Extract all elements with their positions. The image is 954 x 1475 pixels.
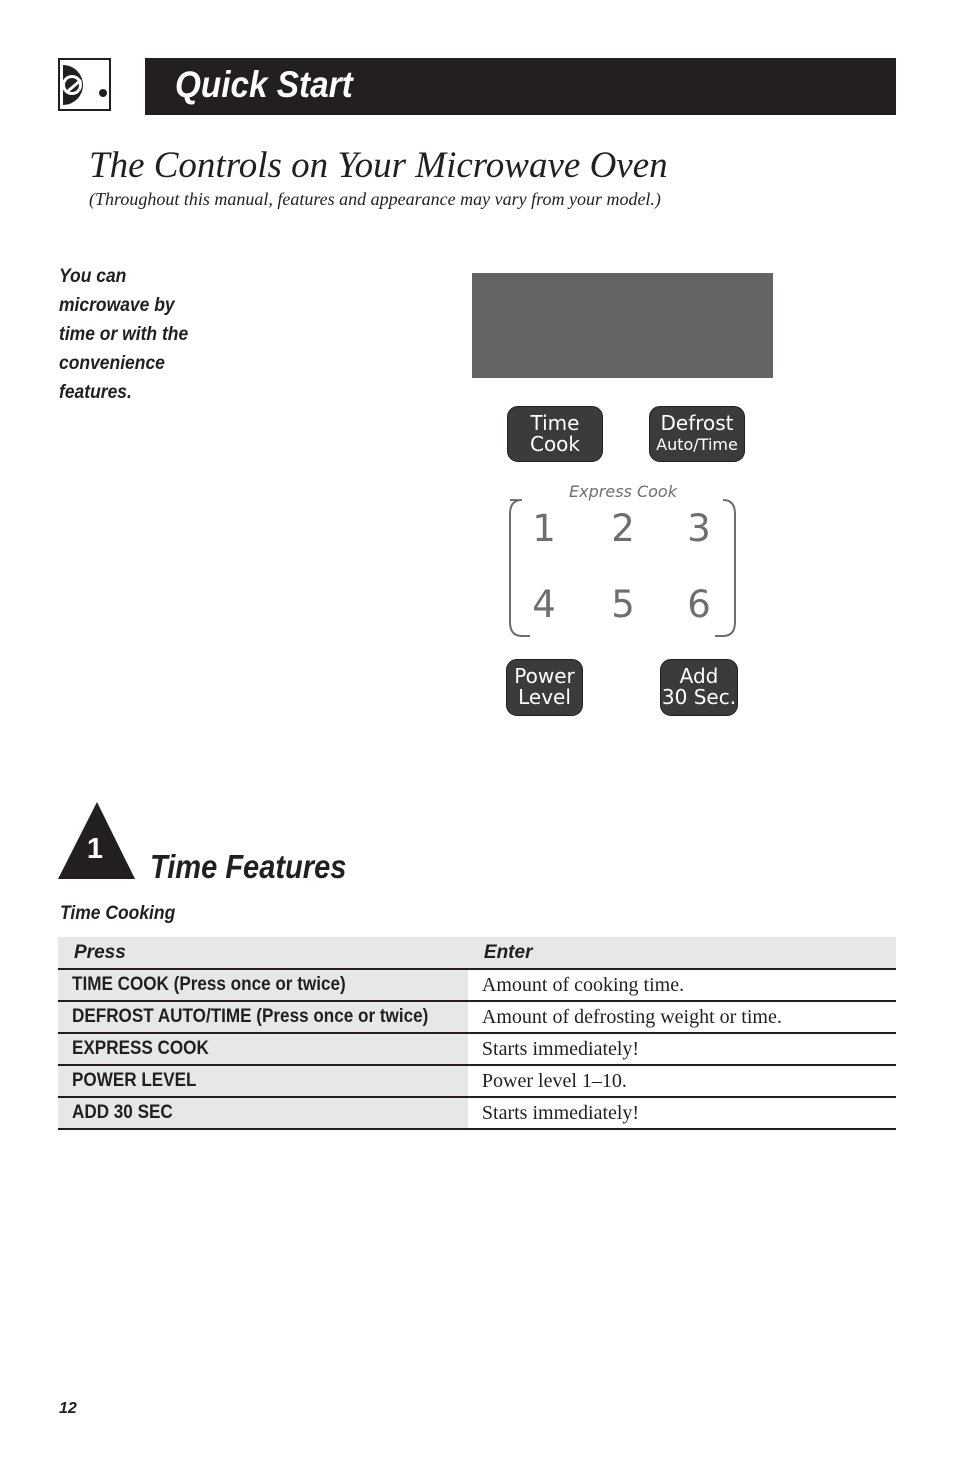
time-cook-key: [507, 406, 603, 462]
side-note: You can microwave by time or with the convenience features.: [59, 266, 189, 403]
power-level-key-line1: Power: [514, 664, 575, 688]
press-cell-text: DEFROST AUTO/TIME (Press once or twice): [72, 1006, 429, 1027]
section-title: Time Features: [150, 848, 347, 885]
column-header-press: Press: [58, 937, 468, 969]
express-cook-label: Express Cook: [569, 482, 677, 501]
press-cell-text: POWER LEVEL: [72, 1070, 197, 1091]
table-header-row: [58, 937, 896, 969]
enter-cell: Amount of cooking time.: [468, 969, 896, 1001]
table-row: [58, 1001, 896, 1033]
press-cell: [58, 1001, 468, 1033]
page-subtitle: (Throughout this manual, features and appearance may vary from your model.): [89, 189, 661, 209]
enter-cell: Power level 1–10.: [468, 1065, 896, 1097]
display-panel: [472, 273, 773, 378]
enter-cell: Starts immediately!: [468, 1033, 896, 1065]
digit-3: 3: [687, 507, 711, 550]
defrost-key-line1: Defrost: [660, 411, 734, 435]
table-row: [58, 1033, 896, 1065]
enter-cell: Starts immediately!: [468, 1097, 896, 1129]
digit-4: 4: [532, 583, 556, 626]
press-cell-text: EXPRESS COOK: [72, 1038, 209, 1059]
time-cook-key-line1: Time: [530, 411, 580, 435]
section-number: 1: [86, 833, 104, 865]
table-row: [58, 1065, 896, 1097]
digit-1: 1: [532, 507, 556, 550]
header-bar: [145, 58, 896, 115]
add-30-sec-key-line2: 30 Sec.: [661, 685, 737, 709]
press-cell-text: TIME COOK (Press once or twice): [72, 974, 346, 995]
table-row: [58, 969, 896, 1001]
defrost-key-line2: Auto/Time: [656, 435, 738, 454]
time-cook-key-line2: Cook: [529, 432, 581, 456]
add-30-sec-key: [660, 659, 738, 716]
page-number: 12: [59, 1400, 77, 1417]
power-level-key: [506, 659, 583, 716]
add-30-sec-key-line1: Add: [679, 664, 719, 688]
press-cell: [58, 1097, 468, 1129]
press-cell: [58, 1033, 468, 1065]
press-cell: [58, 1065, 468, 1097]
digit-2: 2: [611, 507, 635, 550]
column-header-enter: Enter: [468, 937, 896, 969]
section-subtitle: Time Cooking: [60, 903, 176, 924]
digit-6: 6: [687, 583, 711, 626]
page-title: The Controls on Your Microwave Oven: [89, 145, 668, 186]
press-cell: [58, 969, 468, 1001]
microwave-dial-icon: [58, 58, 111, 111]
time-cooking-table: [58, 937, 896, 1130]
table-row: [58, 1097, 896, 1129]
defrost-key: [649, 406, 745, 462]
power-level-key-line2: Level: [518, 685, 571, 709]
enter-cell: Amount of defrosting weight or time.: [468, 1001, 896, 1033]
digit-5: 5: [611, 583, 635, 626]
press-cell-text: ADD 30 SEC: [72, 1102, 173, 1123]
header-title: Quick Start: [175, 64, 353, 105]
